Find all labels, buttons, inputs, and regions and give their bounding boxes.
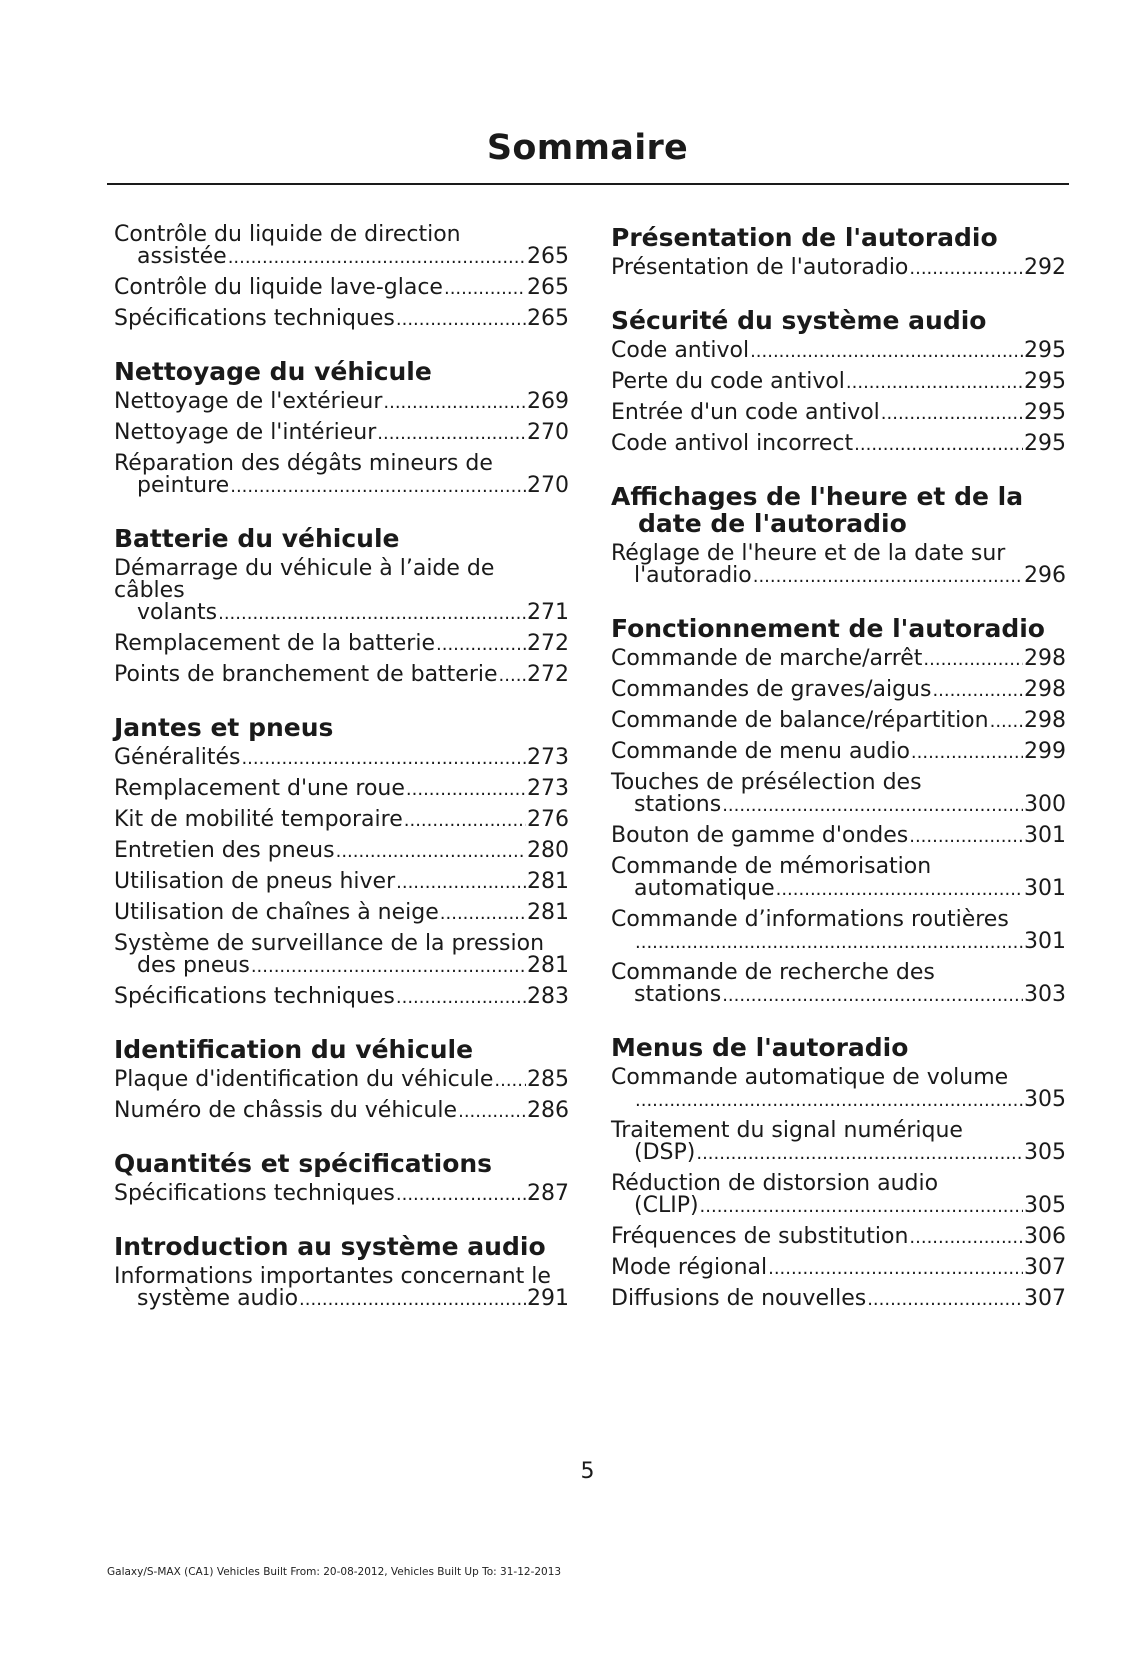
entry-title: Utilisation de chaînes à neige <box>114 900 439 925</box>
toc-entry[interactable] <box>611 371 1066 394</box>
entry-title: Plaque d'identification du véhicule <box>114 1067 494 1092</box>
entry-page-number: 265 <box>527 275 569 300</box>
toc-entry[interactable] <box>114 986 569 1009</box>
entry-page-number: 299 <box>1024 739 1066 764</box>
toc-entry[interactable] <box>611 772 1066 817</box>
entry-title: Commandes de graves/aigus <box>611 677 932 702</box>
toc-entry[interactable] <box>611 257 1066 280</box>
section-heading: Nettoyage du véhicule <box>114 357 432 386</box>
toc-entry[interactable] <box>611 1067 1066 1112</box>
dot-leader <box>722 984 1023 1007</box>
section-heading: Quantités et spécifications <box>114 1149 493 1178</box>
toc-entry[interactable] <box>114 308 569 331</box>
entry-title: Fréquences de substitution <box>611 1224 909 1249</box>
toc-entry[interactable] <box>611 679 1066 702</box>
toc-entry[interactable] <box>611 741 1066 764</box>
dot-leader <box>241 747 526 770</box>
entry-page-number: 265 <box>527 244 569 269</box>
toc-entry[interactable] <box>114 558 569 625</box>
dot-leader <box>909 1226 1023 1249</box>
dot-leader <box>406 778 526 801</box>
entry-title: Nettoyage de l'extérieur <box>114 389 383 414</box>
entry-page-number: 265 <box>527 306 569 331</box>
toc-entry[interactable] <box>611 1226 1066 1249</box>
entry-page-number: 286 <box>527 1098 569 1123</box>
entry-title-continued: stations <box>634 792 722 817</box>
entry-page-number: 287 <box>527 1181 569 1206</box>
entry-title: Touches de présélection des <box>611 770 922 795</box>
toc-entry[interactable] <box>114 840 569 863</box>
entry-title-continued: stations <box>634 982 722 1007</box>
entry-page-number: 296 <box>1024 563 1066 588</box>
entry-page-number: 270 <box>527 473 569 498</box>
entry-page-number: 280 <box>527 838 569 863</box>
entry-page-number: 281 <box>527 869 569 894</box>
toc-right-column <box>611 224 1066 1319</box>
entry-title-continued: (CLIP) <box>634 1193 699 1218</box>
entry-title: Nettoyage de l'intérieur <box>114 420 377 445</box>
entry-page-number: 281 <box>527 900 569 925</box>
toc-entry[interactable] <box>611 1257 1066 1280</box>
toc-section <box>114 358 569 498</box>
toc-section <box>611 307 1066 456</box>
entry-title: Commande de recherche des <box>611 960 935 985</box>
entry-title: Généralités <box>114 745 241 770</box>
toc-section <box>611 224 1066 280</box>
page-number: 5 <box>580 1459 595 1484</box>
entry-title: Remplacement de la batterie <box>114 631 435 656</box>
dot-leader <box>932 679 1023 702</box>
dot-leader <box>696 1142 1023 1165</box>
dot-leader <box>228 246 526 269</box>
toc-entry[interactable] <box>611 710 1066 733</box>
entry-page-number: 307 <box>1024 1255 1066 1280</box>
entry-title-continued: assistée <box>137 244 227 269</box>
toc-entry[interactable] <box>114 1100 569 1123</box>
entry-page-number: 272 <box>527 662 569 687</box>
toc-entry[interactable] <box>114 1266 569 1311</box>
dot-leader <box>336 840 526 863</box>
entry-page-number: 273 <box>527 776 569 801</box>
entry-page-number: 306 <box>1024 1224 1066 1249</box>
entry-title: Contrôle du liquide de direction <box>114 222 461 247</box>
section-heading: Fonctionnement de l'autoradio <box>611 614 1045 643</box>
entry-title: Informations importantes concernant le <box>114 1264 551 1289</box>
dot-leader <box>499 664 526 687</box>
entry-title: Kit de mobilité temporaire <box>114 807 403 832</box>
entry-title-continued: système audio <box>137 1286 299 1311</box>
dot-leader <box>846 371 1023 394</box>
footer-text: Galaxy/S-MAX (CA1) Vehicles Built From: 20-08-2012, Vehicles Built Up To: 31-12-2013 <box>107 1566 562 1578</box>
toc-entry[interactable] <box>611 856 1066 901</box>
entry-page-number: 301 <box>1024 929 1066 954</box>
entry-title: Utilisation de pneus hiver <box>114 869 396 894</box>
dot-leader <box>436 633 526 656</box>
toc-section <box>114 1233 569 1311</box>
toc-entry[interactable] <box>114 633 569 656</box>
entry-page-number: 295 <box>1024 338 1066 363</box>
section-heading: Batterie du véhicule <box>114 524 400 553</box>
entry-page-number: 276 <box>527 807 569 832</box>
dot-leader <box>494 1069 526 1092</box>
entry-title: Perte du code antivol <box>611 369 845 394</box>
dot-leader <box>700 1195 1023 1218</box>
entry-title: Commande de mémorisation <box>611 854 932 879</box>
section-heading: Menus de l'autoradio <box>611 1033 909 1062</box>
toc-entry[interactable] <box>114 224 569 269</box>
entry-title: Bouton de gamme d'ondes <box>611 823 909 848</box>
dot-leader <box>909 825 1023 848</box>
toc-entry[interactable] <box>114 778 569 801</box>
section-heading: Sécurité du système audio <box>611 306 987 335</box>
toc-entry[interactable] <box>114 453 569 498</box>
toc-section <box>611 483 1066 588</box>
toc-entry[interactable] <box>114 664 569 687</box>
toc-entry[interactable] <box>611 825 1066 848</box>
dot-leader <box>867 1288 1023 1311</box>
toc-entry[interactable] <box>611 648 1066 671</box>
dot-leader <box>722 794 1023 817</box>
entry-page-number: 301 <box>1024 823 1066 848</box>
toc-entry[interactable] <box>114 902 569 925</box>
entry-title: Code antivol incorrect <box>611 431 854 456</box>
dot-leader <box>768 1257 1023 1280</box>
entry-page-number: 307 <box>1024 1286 1066 1311</box>
toc-entry[interactable] <box>114 1069 569 1092</box>
dot-leader <box>396 308 526 331</box>
entry-title: Entretien des pneus <box>114 838 335 863</box>
dot-leader <box>383 391 526 414</box>
entry-title-continued: des pneus <box>137 953 250 978</box>
dot-leader <box>299 1288 526 1311</box>
entry-title: Démarrage du véhicule à l’aide de câbles <box>114 556 495 603</box>
toc-entry[interactable] <box>611 340 1066 363</box>
entry-title: Diffusions de nouvelles <box>611 1286 867 1311</box>
entry-page-number: 281 <box>527 953 569 978</box>
toc-section <box>611 615 1066 1007</box>
entry-title: Réglage de l'heure et de la date sur <box>611 541 1006 566</box>
entry-title-continued: (DSP) <box>634 1140 696 1165</box>
dot-leader <box>377 422 526 445</box>
dot-leader <box>750 340 1023 363</box>
entry-title: Contrôle du liquide lave-glace <box>114 275 443 300</box>
entry-page-number: 305 <box>1024 1140 1066 1165</box>
entry-title-continued: peinture <box>137 473 230 498</box>
dot-leader <box>458 1100 526 1123</box>
dot-leader <box>218 602 526 625</box>
toc-entry[interactable] <box>114 277 569 300</box>
dot-leader <box>396 986 526 1009</box>
entry-title: Réduction de distorsion audio <box>611 1171 939 1196</box>
entry-page-number: 269 <box>527 389 569 414</box>
dot-leader <box>854 433 1023 456</box>
entry-title: Points de branchement de batterie <box>114 662 498 687</box>
entry-page-number: 292 <box>1024 255 1066 280</box>
entry-title: Mode régional <box>611 1255 768 1280</box>
entry-page-number: 303 <box>1024 982 1066 1007</box>
dot-leader <box>396 1183 526 1206</box>
dot-leader <box>635 931 1023 954</box>
toc-entry[interactable] <box>611 433 1066 456</box>
dot-leader <box>776 878 1023 901</box>
entry-title: Commande automatique de volume <box>611 1065 1009 1090</box>
entry-page-number: 305 <box>1024 1193 1066 1218</box>
toc-entry[interactable] <box>114 1183 569 1206</box>
dot-leader <box>909 257 1023 280</box>
entry-title: Système de surveillance de la pression <box>114 931 545 956</box>
entry-page-number: 295 <box>1024 400 1066 425</box>
entry-title: Commande de menu audio <box>611 739 910 764</box>
toc-entry[interactable] <box>114 391 569 414</box>
dot-leader <box>881 402 1023 425</box>
dot-leader <box>404 809 526 832</box>
entry-page-number: 301 <box>1024 876 1066 901</box>
toc-entry[interactable] <box>114 871 569 894</box>
toc-entry[interactable] <box>611 1120 1066 1165</box>
toc-section <box>114 1150 569 1206</box>
entry-page-number: 298 <box>1024 677 1066 702</box>
entry-page-number: 295 <box>1024 431 1066 456</box>
entry-title: Entrée d'un code antivol <box>611 400 880 425</box>
entry-page-number: 295 <box>1024 369 1066 394</box>
entry-title: Commande de balance/répartition <box>611 708 989 733</box>
dot-leader <box>753 565 1023 588</box>
toc-entry[interactable] <box>611 962 1066 1007</box>
toc-section <box>114 525 569 687</box>
toc-entry[interactable] <box>114 933 569 978</box>
dot-leader <box>396 871 526 894</box>
entry-title: Commande de marche/arrêt <box>611 646 923 671</box>
entry-page-number: 273 <box>527 745 569 770</box>
section-heading: Jantes et pneus <box>114 713 334 742</box>
entry-title: Réparation des dégâts mineurs de <box>114 451 493 476</box>
entry-title: Commande d’informations routières <box>611 907 1009 932</box>
toc-entry[interactable] <box>114 422 569 445</box>
toc-entry[interactable] <box>611 543 1066 588</box>
section-heading: Identification du véhicule <box>114 1035 474 1064</box>
entry-page-number: 285 <box>527 1067 569 1092</box>
dot-leader <box>990 710 1023 733</box>
entry-title-continued: automatique <box>634 876 775 901</box>
title-divider <box>107 183 1069 185</box>
entry-page-number: 305 <box>1024 1087 1066 1112</box>
dot-leader <box>230 475 526 498</box>
entry-page-number: 270 <box>527 420 569 445</box>
dot-leader <box>923 648 1023 671</box>
toc-entry[interactable] <box>611 402 1066 425</box>
dot-leader <box>440 902 526 925</box>
section-heading: Présentation de l'autoradio <box>611 223 998 252</box>
entry-title: Spécifications techniques <box>114 1181 395 1206</box>
toc-entry[interactable] <box>611 1288 1066 1311</box>
dot-leader <box>251 955 526 978</box>
toc-section <box>114 714 569 1009</box>
toc-entry[interactable] <box>611 1173 1066 1218</box>
toc-section <box>611 1034 1066 1311</box>
entry-title: Présentation de l'autoradio <box>611 255 909 280</box>
entry-title: Numéro de châssis du véhicule <box>114 1098 458 1123</box>
toc-left-column <box>114 224 569 1319</box>
toc-entry[interactable] <box>114 747 569 770</box>
dot-leader <box>635 1089 1023 1112</box>
entry-title: Spécifications techniques <box>114 984 395 1009</box>
entry-page-number: 283 <box>527 984 569 1009</box>
page-title: Sommaire <box>486 128 689 168</box>
entry-title-continued: l'autoradio <box>634 563 752 588</box>
entry-title: Traitement du signal numérique <box>611 1118 963 1143</box>
section-heading: Introduction au système audio <box>114 1232 546 1261</box>
toc-entry[interactable] <box>114 809 569 832</box>
entry-title-continued: volants <box>137 600 218 625</box>
toc-section <box>114 1036 569 1123</box>
section-heading: Affichages de l'heure et de la date de l'autoradio <box>611 482 1024 538</box>
entry-page-number: 298 <box>1024 646 1066 671</box>
dot-leader <box>444 277 526 300</box>
entry-page-number: 271 <box>527 600 569 625</box>
entry-title: Spécifications techniques <box>114 306 395 331</box>
entry-page-number: 298 <box>1024 708 1066 733</box>
toc-section <box>114 224 569 331</box>
entry-page-number: 300 <box>1024 792 1066 817</box>
toc-entry[interactable] <box>611 909 1066 954</box>
entry-title: Code antivol <box>611 338 750 363</box>
entry-page-number: 291 <box>527 1286 569 1311</box>
entry-page-number: 272 <box>527 631 569 656</box>
entry-title: Remplacement d'une roue <box>114 776 405 801</box>
dot-leader <box>911 741 1023 764</box>
